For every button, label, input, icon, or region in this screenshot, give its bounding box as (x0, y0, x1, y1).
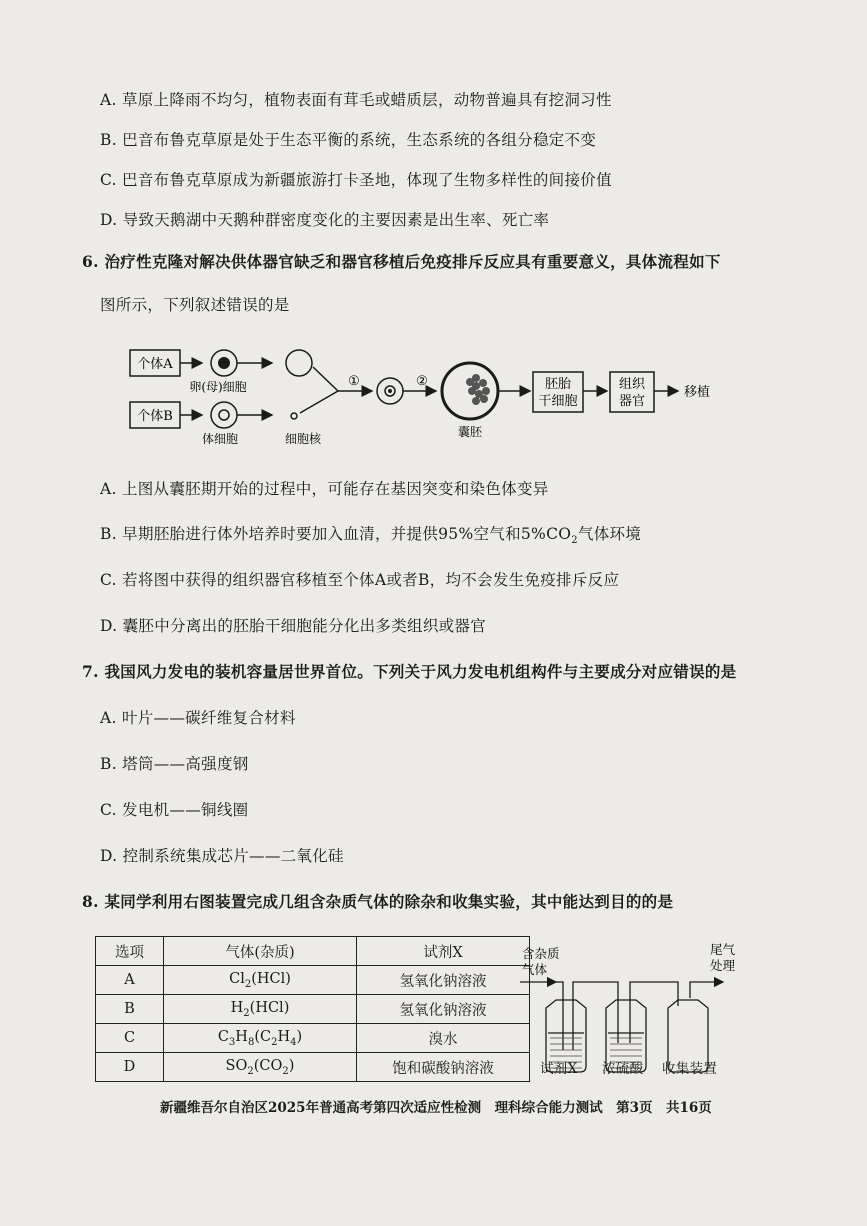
q5-option-b: B. 巴音布鲁克草原是处于生态平衡的系统，生态系统的各组分稳定不变 (100, 131, 597, 149)
table-cell: D (96, 1053, 164, 1082)
table-cell: $C_3H_8(C_2H_4)$ (164, 1024, 357, 1053)
table-row (96, 966, 530, 995)
table-header: 试剂X (357, 937, 530, 966)
q6-option-b-tail: 气体环境 (577, 525, 642, 543)
q8-table (95, 936, 530, 1082)
q7-stem: 7. 我国风力发电的装机容量居世界首位。下列关于风力发电机组构件与主要成分对应错误的是 (82, 662, 737, 681)
table-cell: 溴水 (357, 1024, 530, 1053)
q7-option-a: A. 叶片——碳纤维复合材料 (100, 709, 296, 727)
q5-option-c: C. 巴音布鲁克草原成为新疆旅游打卡圣地，体现了生物多样性的间接价值 (100, 171, 612, 189)
person-a-label: 个体A (137, 357, 173, 372)
table-row (96, 995, 530, 1024)
q6-stem: 6. 治疗性克隆对解决供体器官缺乏和器官移植后免疫排斥反应具有重要意义，具体流程如下 (82, 252, 721, 271)
table-row (96, 1053, 530, 1082)
outlet-label-1: 尾气 (710, 942, 736, 957)
q5-option-a: A. 草原上降雨不均匀，植物表面有茸毛或蜡质层，动物普遍具有挖洞习性 (100, 91, 612, 109)
q6-option-d: D. 囊胚中分离出的胚胎干细胞能分化出多类组织或器官 (100, 617, 487, 635)
table-cell: $SO_2(CO_2)$ (164, 1053, 357, 1082)
q8-stem: 8. 某同学利用右图装置完成几组含杂质气体的除杂和收集实验，其中能达到目的的是 (82, 892, 674, 911)
stem-cell-label-1: 胚胎 (544, 377, 572, 392)
bottle-2-label: 浓硫酸 (602, 1061, 644, 1077)
table-cell: 氢氧化钠溶液 (357, 966, 530, 995)
outlet-label-2: 处理 (710, 958, 736, 973)
q6-option-c: C. 若将图中获得的组织器官移植至个体A或者B，均不会发生免疫排斥反应 (100, 571, 620, 589)
table-cell: 饱和碳酸钠溶液 (357, 1053, 530, 1082)
bottle-3-label: 收集装置 (662, 1061, 718, 1077)
table-header: 选项 (96, 937, 164, 966)
cloning-diagram (120, 335, 740, 450)
table-cell: C (96, 1024, 164, 1053)
transplant-label: 移植 (684, 385, 711, 400)
blastocyst-label: 囊胚 (457, 425, 483, 439)
bottle-1-label: 试剂X (540, 1061, 578, 1077)
person-b-label: 个体B (137, 409, 173, 424)
q7-option-c: C. 发电机——铜线圈 (100, 801, 249, 819)
table-header-row (96, 937, 530, 966)
step-1-label: ① (348, 374, 360, 389)
table-cell: B (96, 995, 164, 1024)
table-row (96, 1024, 530, 1053)
step-2-label: ② (416, 374, 428, 389)
body-cell-label: 体细胞 (201, 432, 239, 446)
table-cell: 氢氧化钠溶液 (357, 995, 530, 1024)
stem-cell-label-2: 干细胞 (538, 394, 578, 409)
q6-option-a: A. 上图从囊胚期开始的过程中，可能存在基因突变和染色体变异 (100, 480, 549, 498)
co2-subscript: 2 (571, 535, 578, 547)
organ-label-2: 器官 (618, 394, 646, 409)
table-header: 气体(杂质) (164, 937, 357, 966)
inlet-label-1: 含杂质 (522, 946, 560, 961)
nucleus-label: 细胞核 (284, 432, 322, 446)
q5-option-d: D. 导致天鹅湖中天鹅种群密度变化的主要因素是出生率、死亡率 (100, 211, 550, 229)
table-cell: $H_2(HCl)$ (164, 995, 357, 1024)
q6-stem-cont: 图所示，下列叙述错误的是 (100, 296, 290, 314)
table-cell: $Cl_2(HCl)$ (164, 966, 357, 995)
q6-option-b (100, 522, 641, 546)
page-footer: 新疆维吾尔自治区2025年普通高考第四次适应性检测 理科综合能力测试 第3页 共16页 (160, 1100, 712, 1116)
q6-option-b-text: B. 早期胚胎进行体外培养时要加入血清，并提供95%空气和5%CO (100, 525, 572, 543)
organ-label-1: 组织 (618, 377, 646, 392)
table-cell: A (96, 966, 164, 995)
inlet-label-2: 气体 (522, 962, 548, 977)
egg-cell-label: 卵(母)细胞 (189, 380, 247, 394)
q7-option-d: D. 控制系统集成芯片——二氧化硅 (100, 847, 344, 865)
q7-option-b: B. 塔筒——高强度钢 (100, 755, 249, 773)
